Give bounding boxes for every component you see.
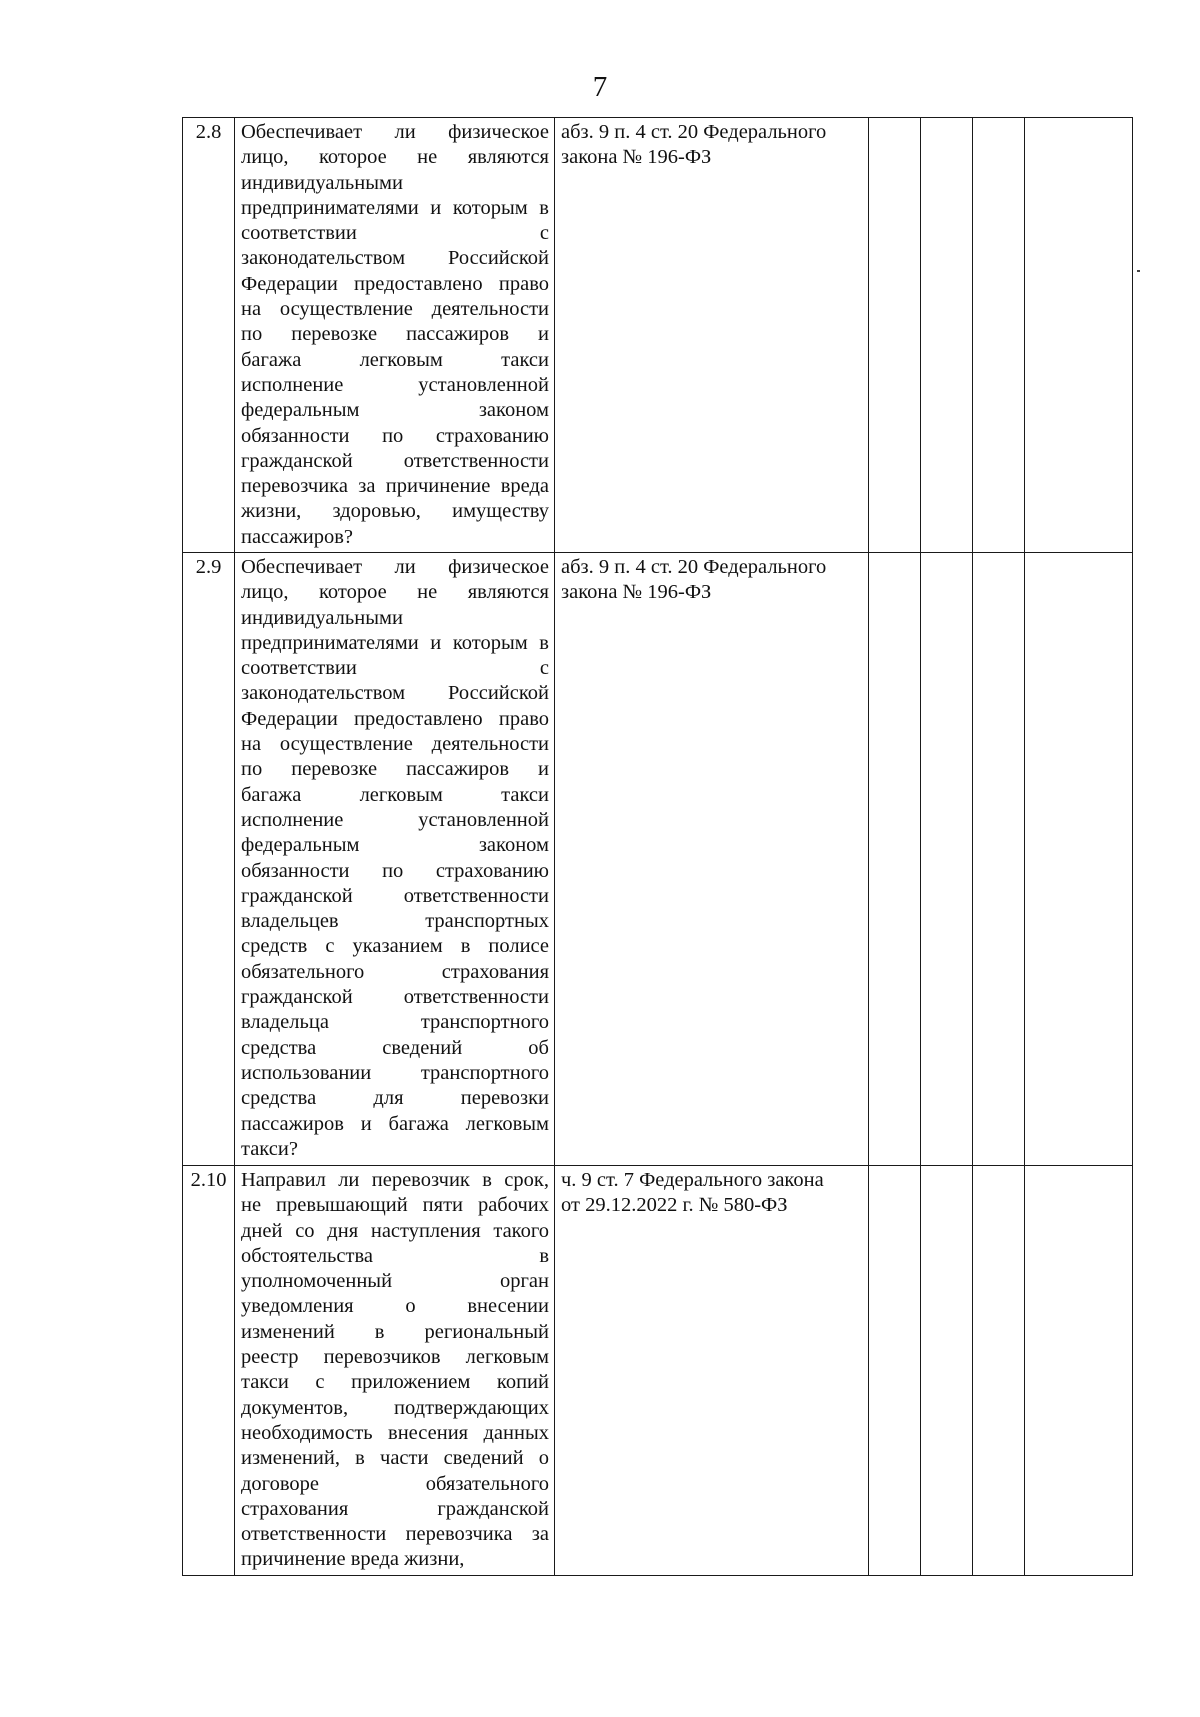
question-text-line: обстоятельства в <box>241 1244 549 1267</box>
question-text-line: соответствии с <box>241 222 549 245</box>
legal-basis-text-line: абз. 9 п. 4 ст. 20 Федерального <box>561 121 827 143</box>
question-text-line: такси? <box>241 1137 298 1160</box>
question-text-line: Федерации предоставлено право <box>241 707 549 730</box>
question-text-line: Федерации предоставлено право <box>241 272 549 295</box>
question-text-line: Обеспечивает ли физическое <box>241 121 549 143</box>
question-text-line: законодательством Российской <box>241 247 549 270</box>
question-text-line: жизни, здоровью, имуществу <box>241 500 549 523</box>
question-text-line: пассажиров? <box>241 525 354 548</box>
table-row <box>183 1166 1133 1576</box>
answer-cell-not-applicable <box>973 553 1025 1166</box>
question-text-line: использовании транспортного <box>241 1061 549 1084</box>
question-text-line: исполнение установленной <box>241 808 549 831</box>
question-text-line: ответственности перевозчика за <box>241 1523 549 1546</box>
question-text-line: обязанности по страхованию <box>241 424 549 447</box>
question-text-line: пассажиров и багажа легковым <box>241 1112 549 1135</box>
question-text-line: обязательного страхования <box>241 960 549 983</box>
question-text-line: такси с приложением копий <box>241 1371 549 1394</box>
page-number: 7 <box>592 71 608 103</box>
answer-cell-no <box>921 1166 973 1576</box>
question-text-line: договоре обязательного <box>241 1472 549 1495</box>
question-text-line: уполномоченный орган <box>241 1270 549 1293</box>
notes-cell <box>1025 118 1133 553</box>
question-text-line: на осуществление деятельности <box>241 733 549 756</box>
question-text-line: багажа легковым такси <box>241 783 549 806</box>
question-text-line: гражданской ответственности <box>241 884 549 907</box>
question-text-line: изменений, в части сведений о <box>241 1447 549 1470</box>
question-text-line: не превышающий пяти рабочих <box>241 1194 549 1217</box>
question-text-line: Направил ли перевозчик в срок, <box>241 1169 549 1191</box>
question-text-line: на осуществление деятельности <box>241 298 549 321</box>
question-text-line: необходимость внесения данных <box>241 1421 549 1444</box>
table-row <box>183 118 1133 553</box>
row-number: 2.9 <box>183 553 235 1166</box>
question-cell <box>235 553 555 1166</box>
question-text-line: документов, подтверждающих <box>241 1396 549 1419</box>
question-text-line: предпринимателями и которым в <box>241 196 549 219</box>
checklist-rows <box>183 118 1133 1576</box>
legal-basis-cell <box>555 553 869 1166</box>
checklist-table <box>182 117 1133 1576</box>
question-text-line: индивидуальными <box>241 171 403 194</box>
question-text-line: по перевозке пассажиров и <box>241 323 549 346</box>
question-text-line: средства сведений об <box>241 1036 549 1059</box>
question-text-line: федеральным законом <box>241 399 549 422</box>
question-text-line: предпринимателями и которым в <box>241 631 549 654</box>
question-text-line: средства для перевозки <box>241 1087 549 1110</box>
question-text-line: гражданской ответственности <box>241 986 549 1009</box>
answer-cell-yes <box>869 118 921 553</box>
question-text-line: федеральным законом <box>241 834 549 857</box>
legal-basis-text-line: от 29.12.2022 г. № 580-ФЗ <box>561 1194 788 1217</box>
question-text-line: лицо, которое не являются <box>241 581 549 604</box>
legal-basis-text-line: ч. 9 ст. 7 Федерального закона <box>561 1169 824 1191</box>
question-text-line: по перевозке пассажиров и <box>241 758 549 781</box>
legal-basis-text-line: абз. 9 п. 4 ст. 20 Федерального <box>561 556 827 578</box>
question-text-line: индивидуальными <box>241 606 403 629</box>
answer-cell-no <box>921 553 973 1166</box>
question-text-line: обязанности по страхованию <box>241 859 549 882</box>
row-number: 2.8 <box>183 118 235 553</box>
answer-cell-yes <box>869 1166 921 1576</box>
answer-cell-no <box>921 118 973 553</box>
legal-basis-cell <box>555 118 869 553</box>
question-text-line: перевозчика за причинение вреда <box>241 475 549 498</box>
question-text-line: причинение вреда жизни, <box>241 1548 465 1571</box>
answer-cell-not-applicable <box>973 1166 1025 1576</box>
question-text-line: страхования гражданской <box>241 1497 549 1520</box>
legal-basis-text-line: закона № 196-ФЗ <box>561 146 712 169</box>
question-text-line: багажа легковым такси <box>241 348 549 371</box>
legal-basis-cell <box>555 1166 869 1576</box>
notes-cell <box>1025 1166 1133 1576</box>
question-text-line: дней со дня наступления такого <box>241 1219 549 1242</box>
answer-cell-yes <box>869 553 921 1166</box>
question-text-line: законодательством Российской <box>241 682 549 705</box>
row-number: 2.10 <box>183 1166 235 1576</box>
question-text-line: лицо, которое не являются <box>241 146 549 169</box>
question-cell <box>235 118 555 553</box>
question-text-line: средств с указанием в полисе <box>241 935 549 958</box>
question-text-line: гражданской ответственности <box>241 449 549 472</box>
table-row <box>183 553 1133 1166</box>
question-text-line: владельца транспортного <box>241 1011 549 1034</box>
question-text-line: владельцев транспортных <box>241 910 549 933</box>
question-text-line: Обеспечивает ли физическое <box>241 556 549 578</box>
notes-cell <box>1025 553 1133 1166</box>
question-text-line: соответствии с <box>241 657 549 680</box>
question-text-line: реестр перевозчиков легковым <box>241 1346 549 1369</box>
scan-margin-mark <box>1137 270 1140 272</box>
legal-basis-text-line: закона № 196-ФЗ <box>561 581 712 604</box>
question-text-line: уведомления о внесении <box>241 1295 549 1318</box>
question-text-line: изменений в региональный <box>241 1320 549 1343</box>
question-cell <box>235 1166 555 1576</box>
answer-cell-not-applicable <box>973 118 1025 553</box>
question-text-line: исполнение установленной <box>241 373 549 396</box>
